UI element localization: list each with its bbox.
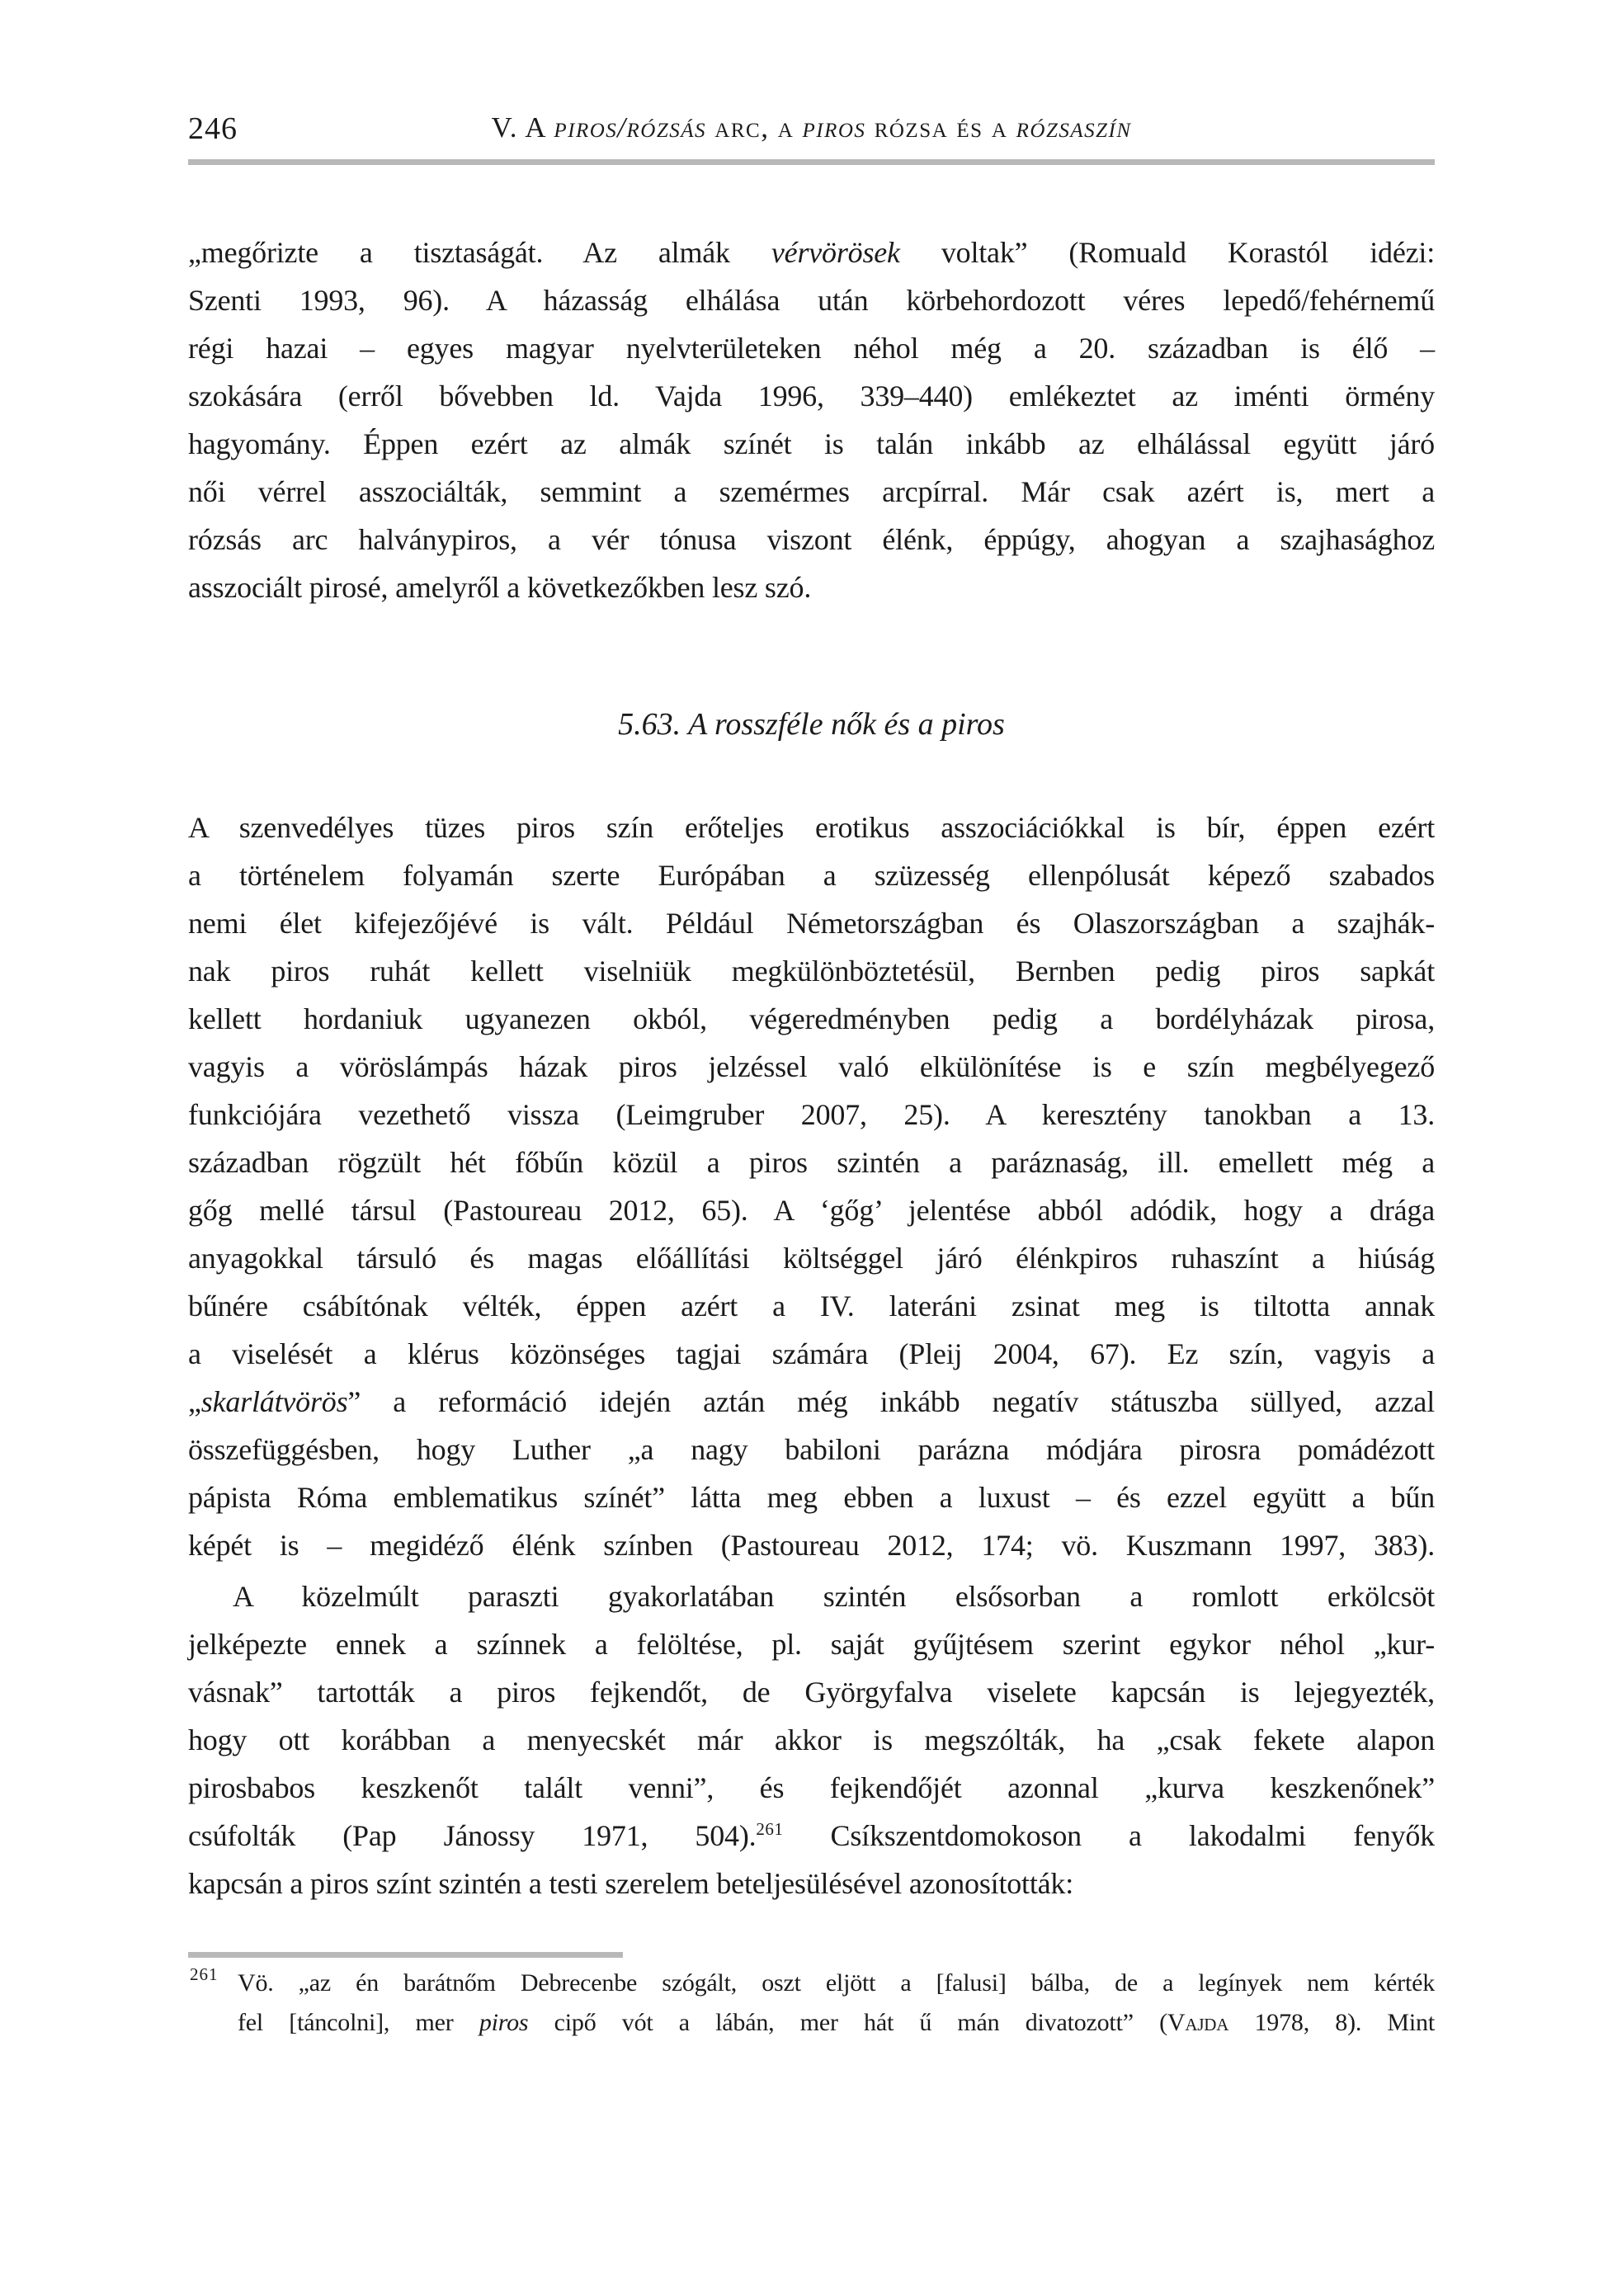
- text-line: [188, 1473, 1435, 1521]
- text-line: [188, 1378, 1435, 1426]
- paragraph: [188, 229, 1435, 611]
- text-line: [188, 1521, 1435, 1569]
- text-segment: Szenti 1993, 96). A házasság elhálása után körbehordozott véres lepedő/fehérnemű: [188, 284, 1435, 317]
- text-segment: funkciójára vezethető vissza (Leimgruber 2007, 25). A keresztény tanokban a 13.: [188, 1098, 1435, 1131]
- text-segment: vérvörösek: [771, 236, 900, 269]
- section-heading: [188, 700, 1435, 748]
- text-segment: „megőrizte a tisztaságát. Az almák: [188, 236, 771, 269]
- text-line: [188, 1668, 1435, 1716]
- running-header-title: [188, 104, 1435, 152]
- text-segment: században rögzült hét főbűn közül a piros szintén a paráznaság, ill. emellett még a: [188, 1146, 1435, 1179]
- text-segment: A szenvedélyes tüzes piros szín erőteljes erotikus asszociációkkal is bír, éppen ezért: [188, 811, 1435, 844]
- text-segment: kellett hordaniuk ugyanezen okból, végeredményben pedig a bordélyházak pirosa,: [188, 1002, 1435, 1035]
- text-segment: arc, a: [706, 111, 803, 144]
- text-segment: rózsa és a: [865, 111, 1016, 144]
- footnote-text: [188, 1964, 1435, 2043]
- text-line: [188, 899, 1435, 947]
- text-line: [188, 804, 1435, 851]
- text-segment: a történelem folyamán szerte Európában a szüzesség ellenpólusát képező szabados: [188, 859, 1435, 892]
- text-segment: szokására (erről bővebben ld. Vajda 1996, 339–440) emlékeztet az iménti örmény: [188, 380, 1435, 413]
- text-line: [188, 1860, 1435, 1907]
- text-line: [188, 1186, 1435, 1234]
- text-line: [188, 1812, 1435, 1860]
- header-divider: [188, 159, 1435, 165]
- text-line: [188, 276, 1435, 324]
- text-segment: A közelmúlt paraszti gyakorlatában szintén elsősorban a romlott erkölcsöt: [233, 1580, 1435, 1613]
- text-segment: 261: [756, 1819, 784, 1839]
- text-segment: hagyomány. Éppen ezért az almák színét is talán inkább az elhálással együtt járó: [188, 427, 1435, 460]
- text-segment: anyagokkal társuló és magas előállítási költséggel járó élénkpiros ruhaszínt a hiúság: [188, 1242, 1435, 1275]
- running-header: [188, 104, 1435, 153]
- text-segment: Csíkszentdomokoson a lakodalmi fenyők: [783, 1819, 1435, 1852]
- text-segment: 1978, 8). Mint: [1228, 2009, 1435, 2036]
- text-line: [188, 1716, 1435, 1764]
- paragraph: [188, 1572, 1435, 1907]
- text-line: [188, 851, 1435, 899]
- text-line: [188, 1426, 1435, 1473]
- text-line: [188, 2003, 1435, 2043]
- text-segment: vagyis a vöröslámpás házak piros jelzéssel való elkülönítése is e szín megbélyegező: [188, 1050, 1435, 1083]
- text-segment: pirosbabos keszkenőt talált venni”, és fejkendőjét azonnal „kurva keszkenőnek”: [188, 1771, 1435, 1804]
- paragraph: [188, 804, 1435, 1569]
- text-line: [188, 229, 1435, 276]
- text-segment: csúfolták (Pap Jánossy 1971, 504).: [188, 1819, 757, 1852]
- text-segment: gőg mellé társul (Pastoureau 2012, 65). A ‘gőg’ jelentése abból adódik, hogy a drága: [188, 1194, 1435, 1227]
- text-segment: piros: [802, 111, 866, 144]
- text-segment: „: [188, 1385, 201, 1418]
- text-segment: fel [táncolni], mer: [238, 2009, 479, 2036]
- text-segment: rózsaszín: [1016, 111, 1132, 144]
- text-line: [188, 947, 1435, 995]
- text-line: [188, 700, 1435, 748]
- text-line: [188, 995, 1435, 1043]
- text-line: [188, 1091, 1435, 1139]
- text-line: [188, 1282, 1435, 1330]
- text-line: [188, 563, 1435, 611]
- text-segment: hogy ott korábban a menyecskét már akkor is megszólták, ha „csak fekete alapon: [188, 1723, 1435, 1756]
- text-segment: nemi élet kifejezőjévé is vált. Például Németországban és Olaszországban a szajhák-: [188, 907, 1435, 940]
- text-segment: pápista Róma emblematikus színét” látta meg ebben a luxust – és ezzel együtt a bűn: [188, 1481, 1435, 1514]
- text-segment: bűnére csábítónak vélték, éppen azért a IV. lateráni zsinat meg is tiltotta annak: [188, 1289, 1435, 1322]
- text-segment: rózsás arc halványpiros, a vér tónusa viszont élénk, éppúgy, ahogyan a szajhasághoz: [188, 523, 1435, 556]
- text-line: [188, 1330, 1435, 1378]
- text-line: [188, 420, 1435, 468]
- footnote-number: 261: [190, 1964, 219, 1984]
- text-segment: piros/rózsás: [554, 111, 707, 144]
- text-line: [188, 1620, 1435, 1668]
- text-line: [188, 104, 1435, 152]
- page-number: 246: [188, 111, 238, 146]
- text-line: [188, 1234, 1435, 1282]
- text-segment: régi hazai – egyes magyar nyelvterületeken néhol még a 20. században is élő –: [188, 332, 1435, 365]
- text-line: [188, 1043, 1435, 1091]
- text-segment: voltak” (Romuald Korastól idézi:: [899, 236, 1435, 269]
- text-segment: női vérrel asszociálták, semmint a szemérmes arcpírral. Már csak azért is, mert a: [188, 475, 1435, 508]
- text-segment: jelképezte ennek a színnek a felöltése, pl. saját gyűjtésem szerint egykor néhol „kur-: [188, 1628, 1435, 1661]
- text-line: [188, 1139, 1435, 1186]
- text-line: [188, 516, 1435, 563]
- text-segment: kapcsán a piros színt szintén a testi szerelem beteljesülésével azonosították:: [188, 1867, 1074, 1900]
- text-segment: ” a reformáció idején aztán még inkább negatív státuszba süllyed, azzal: [347, 1385, 1435, 1418]
- text-segment: összefüggésben, hogy Luther „a nagy babiloni parázna módjára pirosra pomádézott: [188, 1433, 1435, 1466]
- text-segment: V. A: [491, 111, 554, 144]
- text-segment: 5.63. A rosszféle nők és a piros: [618, 707, 1005, 742]
- text-segment: a viselését a klérus közönséges tagjai számára (Pleij 2004, 67). Ez szín, vagyis a: [188, 1337, 1435, 1370]
- text-line: [188, 468, 1435, 516]
- text-line: [188, 372, 1435, 420]
- text-segment: vásnak” tartották a piros fejkendőt, de Györgyfalva viselete kapcsán is lejegyezték,: [188, 1676, 1435, 1709]
- text-segment: skarlátvörös: [200, 1385, 348, 1418]
- text-segment: cipő vót a lábán, mer hát ű mán divatozott” (: [528, 2009, 1167, 2036]
- text-line: [188, 324, 1435, 372]
- text-segment: képét is – megidéző élénk színben (Pastoureau 2012, 174; vö. Kuszmann 1997, 383).: [188, 1529, 1435, 1562]
- text-segment: Vajda: [1167, 2009, 1229, 2036]
- footnote: [188, 1964, 1435, 2043]
- footnote-divider: [188, 1952, 623, 1958]
- text-line: [188, 1964, 1435, 2003]
- text-segment: piros: [479, 2009, 529, 2036]
- text-segment: asszociált pirosé, amelyről a következőkben lesz szó.: [188, 571, 812, 604]
- text-segment: Vö. „az én barátnőm Debrecenbe szógált, oszt eljött a [falusi] bálba, de a legínyek nem kérték: [238, 1969, 1435, 1997]
- text-segment: nak piros ruhát kellett viselniük megkülönböztetésül, Bernben pedig piros sapkát: [188, 955, 1435, 988]
- text-line: [188, 1764, 1435, 1812]
- text-line: [188, 1572, 1435, 1620]
